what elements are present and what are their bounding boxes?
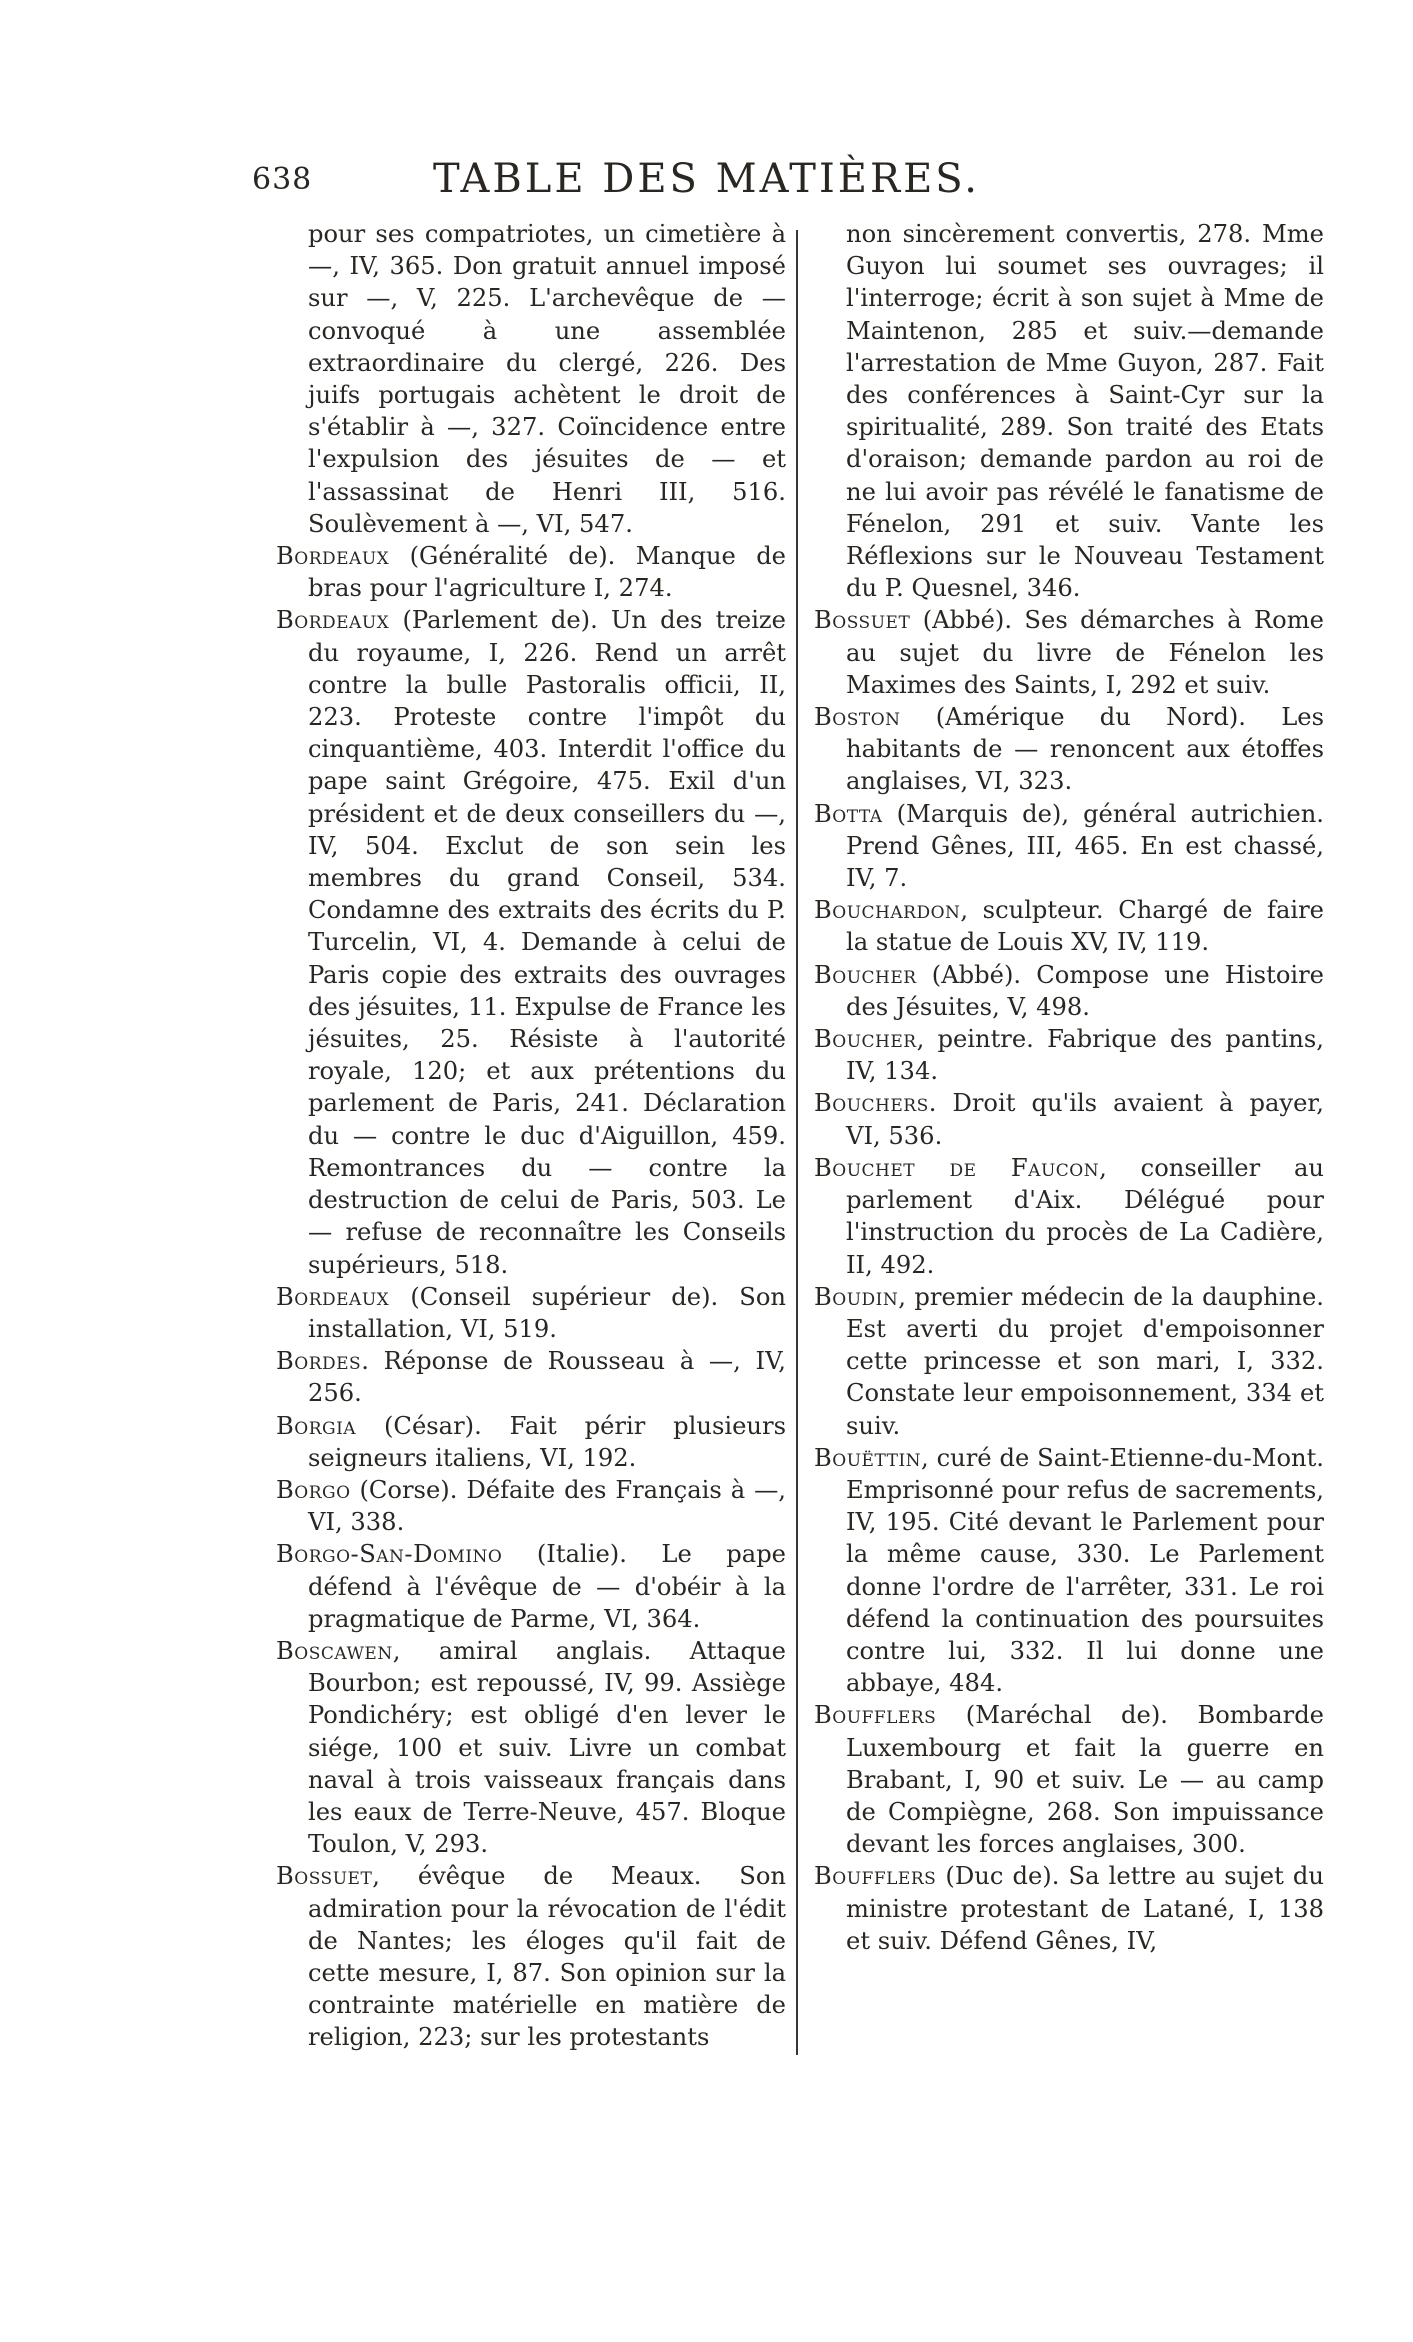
index-entry: Bordeaux (Généralité de). Manque de bras pour l'agriculture I, 274. [276,542,786,603]
entry-head: Boufflers [814,1701,937,1730]
entry-head: Boston [814,703,901,732]
entry-head: Boudin [814,1282,899,1311]
index-entry: Bordeaux (Parlement de). Un des treize du royaume, I, 226. Rend un arrêt contre la bulle Pastoralis officii, II, 223. Proteste contre l'impôt du cinquantième, 403. Interdit l'office du pape saint Grégoire, 475. Exil d'un président et de deux conseillers du —, IV, 504. Exclut de son sein les membres du grand Conseil, 534. Condamne des extraits des écrits du P. Turcelin, VI, 4. Demande à celui de Paris copie des extraits des ouvrages des jésuites, 11. Expulse de France les jésuites, 25. Résiste à l'autorité royale, 120; et aux prétentions du parlement de Paris, 241. Déclaration du — contre le duc d'Aiguillon, 459. Remontrances du — contre la destruction de celui de Paris, 503. Le — refuse de reconnaître les Conseils supérieurs, 518. [276,606,786,1279]
index-entry: Bouchardon, sculpteur. Chargé de faire la statue de Louis XV, IV, 119. [814,896,1324,957]
page-header [0,156,1413,206]
entry-head: Bordeaux [276,1282,390,1311]
index-entry: Boucher, peintre. Fabrique des pantins, IV, 134. [814,1025,1324,1086]
entry-head: Bordeaux [276,542,390,571]
column-divider [796,230,798,2055]
running-title: TABLE DES MATIÈRES. [433,156,980,202]
entry-head: Boscawen [276,1636,393,1665]
entry-head: Boucher [814,960,917,989]
index-entry: Borgo (Corse). Défaite des Français à —, VI, 338. [276,1475,786,1537]
entry-head: Bouchardon [814,896,961,925]
index-entry: Bouchet de Faucon, conseiller au parlement d'Aix. Délégué pour l'instruction du procès de La Cadière, II, 492. [814,1153,1324,1279]
page-number: 638 [252,162,313,197]
entry-head: Boucher [814,1025,917,1054]
index-entry: pour ses compatriotes, un cimetière à —, IV, 365. Don gratuit annuel imposé sur —, V, 225. L'archevêque de — convoqué à une assemblée extraordinaire du clergé, 226. Des juifs portugais achètent le droit de s'établir à —, 327. Coïncidence entre l'expulsion des jésuites de — et l'assassinat de Henri III, 516. Soulèvement à —, VI, 547. [308,220,786,538]
index-entry: Botta (Marquis de), général autrichien. Prend Gênes, III, 465. En est chassé, IV, 7. [814,799,1324,893]
left-column [276,218,786,2068]
entry-head: Boufflers [814,1862,937,1891]
index-entry: Boston (Amérique du Nord). Les habitants de — renoncent aux étoffes anglaises, VI, 323. [814,703,1324,796]
entry-head: Bossuet [814,606,911,635]
entry-head: Bordes [276,1347,362,1376]
index-entry: Bordes. Réponse de Rousseau à —, IV, 256. [276,1347,786,1408]
index-entry: non sincèrement convertis, 278. Mme Guyon lui soumet ses ouvrages; il l'interroge; écrit à son sujet à Mme de Maintenon, 285 et suiv.—demande l'arrestation de Mme Guyon, 287. Fait des conférences à Saint-Cyr sur la spiritualité, 289. Son traité des Etats d'oraison; demande pardon au roi de ne lui avoir pas révélé le fanatisme de Fénelon, 291 et suiv. Vante les Réflexions sur le Nouveau Testament du P. Quesnel, 346. [846,220,1324,603]
index-entry: Bossuet (Abbé). Ses démarches à Rome au sujet du livre de Fénelon les Maximes des Saints, I, 292 et suiv. [814,606,1324,699]
entry-head: Bouchet de Faucon [814,1153,1100,1182]
index-entry: Borgo-San-Domino (Italie). Le pape défend à l'évêque de — d'obéir à la pragmatique de Parme, VI, 364. [276,1540,786,1633]
entry-head: Bossuet [276,1862,373,1891]
entry-head: Botta [814,799,883,828]
index-entry: Boscawen, amiral anglais. Attaque Bourbon; est repoussé, IV, 99. Assiège Pondichéry; est obligé d'en lever le siége, 100 et suiv. Livre un combat naval à trois vaisseaux français dans les eaux de Terre-Neuve, 457. Bloque Toulon, V, 293. [276,1636,786,1859]
entry-head: Bouchers [814,1089,929,1118]
index-entry: Borgia (César). Fait périr plusieurs seigneurs italiens, VI, 192. [276,1411,786,1472]
right-column [814,218,1324,2068]
entry-head: Borgia [276,1411,357,1440]
index-entry: Boucher (Abbé). Compose une Histoire des Jésuites, V, 498. [814,960,1324,1021]
entry-head: Bordeaux [276,606,390,635]
entry-head: Bouëttin [814,1443,922,1472]
index-entry: Bouëttin, curé de Saint-Etienne-du-Mont. Emprisonné pour refus de sacrements, IV, 195. Cité devant le Parlement pour la même cause, 330. Le Parlement donne l'ordre de l'arrêter, 331. Le roi défend la continuation des poursuites contre lui, 332. Il lui donne une abbaye, 484. [814,1443,1324,1698]
index-entry: Bouchers. Droit qu'ils avaient à payer, VI, 536. [814,1089,1324,1150]
index-entry: Boudin, premier médecin de la dauphine. Est averti du projet d'empoisonner cette princesse et son mari, I, 332. Constate leur empoisonnement, 334 et suiv. [814,1282,1324,1440]
entry-head: Borgo [276,1475,351,1504]
entry-head: Borgo-San-Domino [276,1540,503,1569]
index-entry: Boufflers (Maréchal de). Bombarde Luxembourg et fait la guerre en Brabant, I, 90 et suiv. Le — au camp de Compiègne, 268. Son impuissance devant les forces anglaises, 300. [814,1701,1324,1859]
index-entry: Boufflers (Duc de). Sa lettre au sujet du ministre protestant de Latané, I, 138 et suiv. Défend Gênes, IV, [814,1862,1324,1955]
index-entry: Bordeaux (Conseil supérieur de). Son installation, VI, 519. [276,1282,786,1343]
index-entry: Bossuet, évêque de Meaux. Son admiration pour la révocation de l'édit de Nantes; les éloges qu'il fait de cette mesure, I, 87. Son opinion sur la contrainte matérielle en matière de religion, 223; sur les protestants [276,1862,786,2052]
